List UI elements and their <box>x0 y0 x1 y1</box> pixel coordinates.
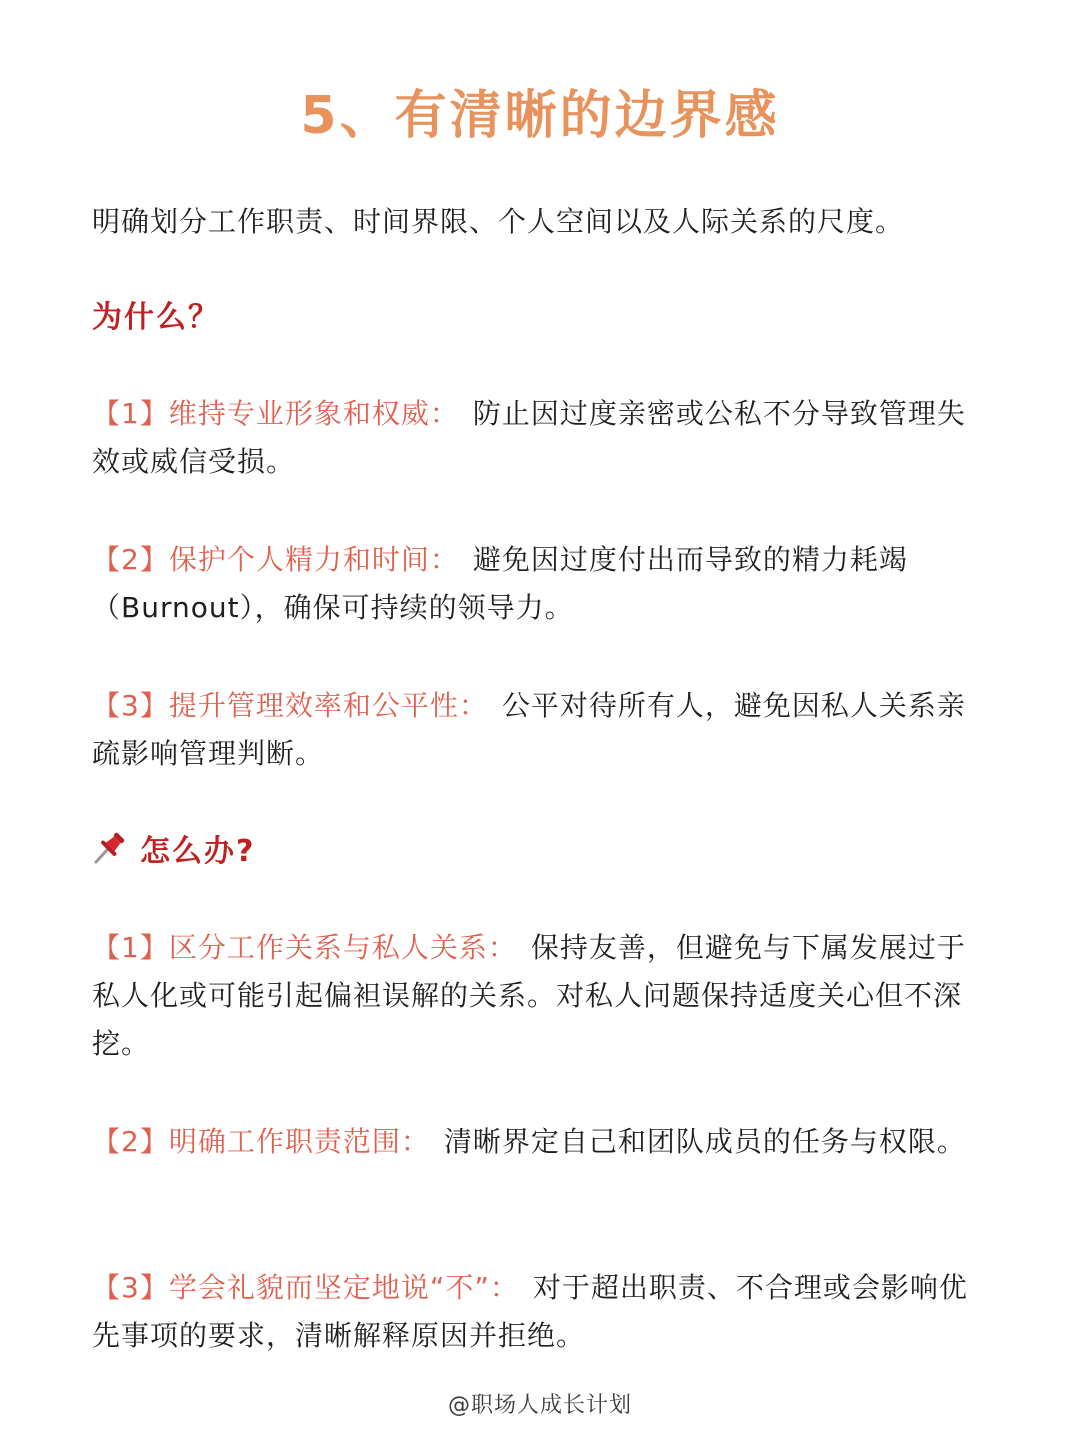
how-item-1-label: 【1】区分工作关系与私人关系： <box>92 931 517 964</box>
why-item-2-text: 避免因过度付出而导致的精力耗竭（Burnout），确保可持续的领导力。 <box>92 543 908 624</box>
pushpin-icon <box>92 829 128 865</box>
author-watermark: @职场人成长计划 <box>447 1393 632 1418</box>
how-item-2 <box>92 1118 992 1166</box>
how-item-3-text: 对于超出职责、不合理或会影响优先事项的要求，清晰解释原因并拒绝。 <box>92 1271 968 1352</box>
how-item-1-text: 保持友善，但避免与下属发展过于私人化或可能引起偏袒误解的关系。对私人问题保持适度关心但不深挖。 <box>92 931 966 1060</box>
how-item-3-label: 【3】学会礼貌而坚定地说“不”： <box>92 1271 519 1304</box>
why-item-1-label: 【1】维持专业形象和权威： <box>92 397 459 430</box>
intro-text: 明确划分工作职责、时间界限、个人空间以及人际关系的尺度。 <box>92 205 905 238</box>
why-heading: 为什么？ <box>92 300 220 335</box>
why-item-2 <box>92 536 992 632</box>
why-item-2-label: 【2】保护个人精力和时间： <box>92 543 459 576</box>
why-item-3 <box>92 682 992 778</box>
how-heading-row <box>92 828 255 876</box>
why-item-3-label: 【3】提升管理效率和公平性： <box>92 689 488 722</box>
how-item-1 <box>92 924 992 1068</box>
how-item-2-label: 【2】明确工作职责范围： <box>92 1125 430 1158</box>
how-heading: 怎么办? <box>140 834 256 869</box>
why-item-1 <box>92 390 992 486</box>
how-item-2-text: 清晰界定自己和团队成员的任务与权限。 <box>443 1125 966 1158</box>
how-item-3 <box>92 1264 992 1360</box>
page-title: 5、有清晰的边界感 <box>300 86 780 146</box>
why-item-1-text: 防止因过度亲密或公私不分导致管理失效或威信受损。 <box>92 397 966 478</box>
why-item-3-text: 公平对待所有人，避免因私人关系亲疏影响管理判断。 <box>92 689 966 770</box>
